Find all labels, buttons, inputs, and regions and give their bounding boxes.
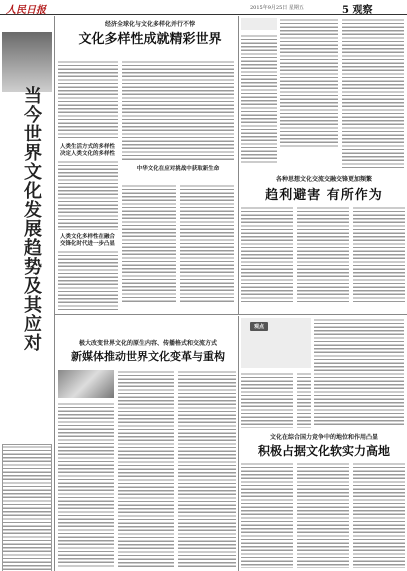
issue-date: 2015年9月25日 星期五 (250, 5, 304, 11)
article-body (280, 18, 338, 148)
article3-body (118, 370, 174, 568)
sidebar (0, 16, 53, 571)
article1-kicker: 经济全球化与文化多样化并行不悖 (104, 21, 195, 28)
newspaper-logo: 人民日报 (6, 5, 46, 16)
article1-subhead: 人类文化多样性在融合交锋化时代进一步凸显 (60, 234, 116, 247)
article4-body (297, 462, 349, 568)
article2-body (353, 206, 405, 304)
article2-kicker: 各种思想文化交流交融交锋更加频繁 (275, 176, 372, 183)
article4-body (353, 462, 405, 568)
article1-body (58, 60, 118, 140)
article1-body (180, 184, 234, 304)
article3-kicker: 极大改变世界文化的原生内容、传播格式和交流方式 (78, 340, 217, 347)
article3-headline: 新媒体推动世界文化变革与重构 (71, 350, 225, 363)
divider (54, 16, 55, 571)
article-body (342, 18, 404, 168)
article1-headline: 文化多样性成就精彩世界 (78, 32, 222, 47)
article-body (297, 372, 311, 428)
article-body (314, 318, 404, 426)
article1-subhead: 人类生活方式的多样性决定人类文化的多样性 (60, 144, 116, 157)
article4-kicker: 文化在综合国力竞争中的地位和作用凸显 (269, 434, 378, 441)
article-body (241, 372, 293, 428)
article1-subhead: 中华文化在应对挑战中获取新生命 (136, 166, 220, 172)
article3-body (58, 402, 114, 568)
vertical-title: 当今世界文化发展趋势及其应对 (21, 86, 42, 352)
article2-body (297, 206, 349, 304)
article3-body (178, 370, 236, 568)
article1-body (122, 60, 234, 160)
article4-body (241, 462, 293, 568)
sidebar-text-box (2, 444, 52, 571)
article1-body (122, 184, 176, 304)
sidebar-image (2, 32, 52, 92)
divider (55, 314, 407, 315)
divider (238, 316, 239, 571)
article2-headline: 趋利避害 有所作为 (265, 188, 383, 203)
masthead (0, 0, 407, 15)
article1-body (58, 160, 118, 230)
column-badge-bg (241, 18, 277, 30)
article3-photo (58, 370, 114, 398)
article4-headline: 积极占据文化软实力高地 (257, 444, 390, 458)
article2-body (241, 206, 293, 304)
article1-body (58, 250, 118, 310)
divider (238, 16, 239, 314)
section-label: 5 观察 (342, 5, 373, 16)
article-body (241, 34, 277, 164)
section-badge: 观点 (250, 322, 268, 331)
